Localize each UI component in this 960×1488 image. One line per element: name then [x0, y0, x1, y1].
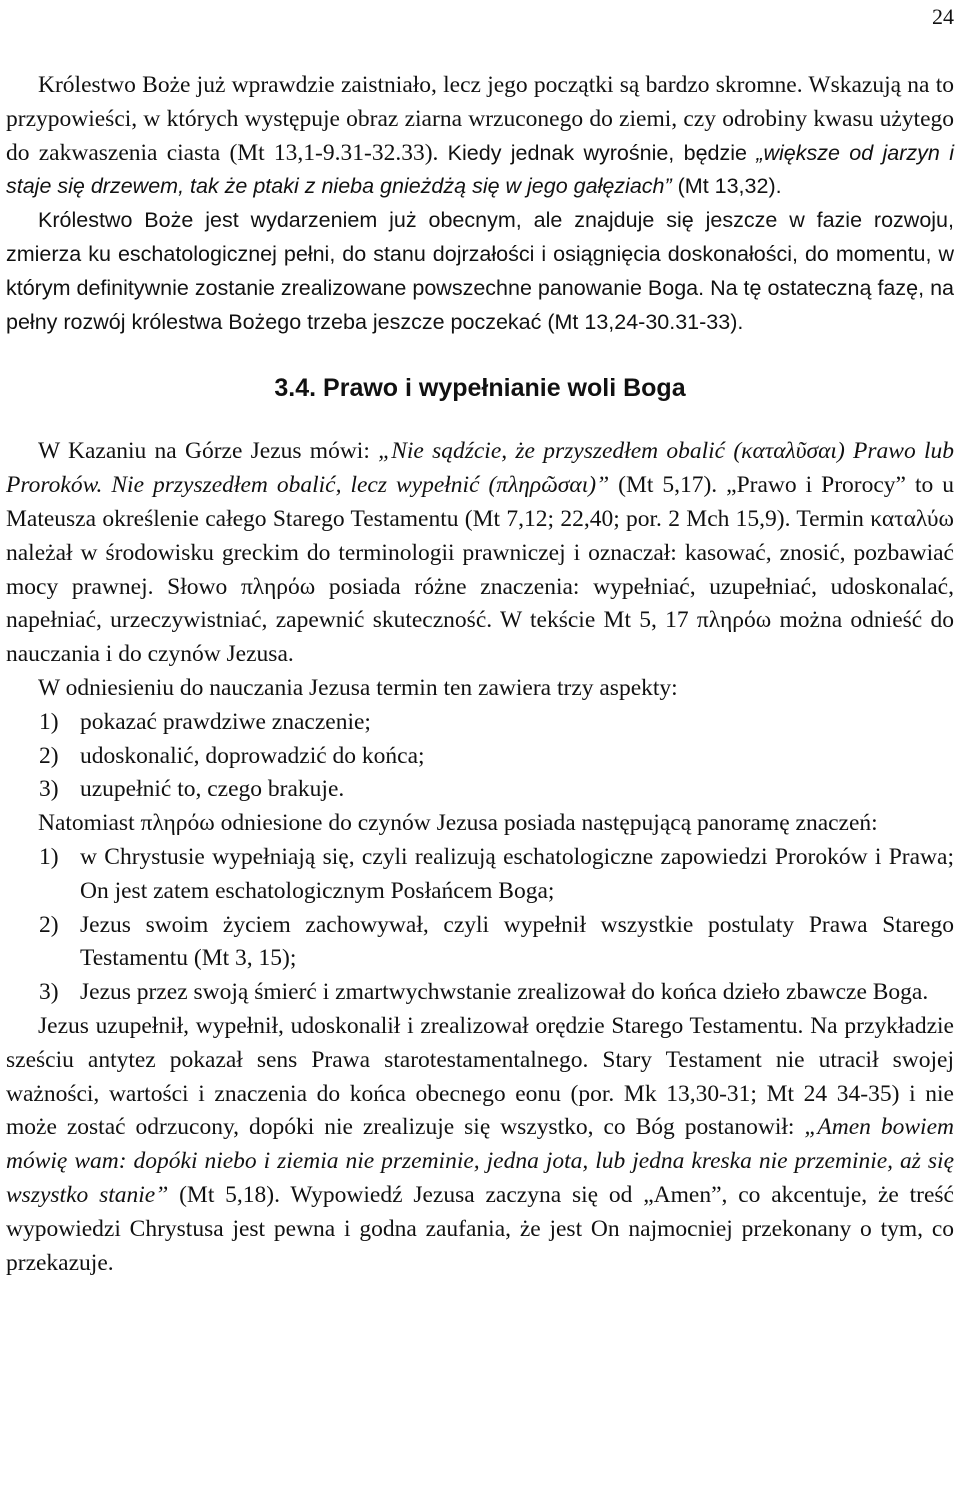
list-item: 3) Jezus przez swoją śmierć i zmartwychwstanie zrealizował do końca dzieło zbawcze Boga. — [39, 979, 929, 1006]
list-item: 3) uzupełnić to, czego brakuje. — [39, 776, 345, 803]
paragraph-kingdom-beginnings: Królestwo Boże już wprawdzie zaistniało, lecz jego początki są bardzo skromne. Wskazują na to przypowieści, w których występuje obraz ziarna wrzuconego do ziemi, czy odrobiny kwasu użytego do zakwaszenia ciasta (Mt 13,1-9.31-32.33). Kiedy jednak wyrośnie, będzie „większe od jarzyn i staje się drzewem, tak że ptaki z nieba gnieżdżą się w jego gałęziach” (Mt 13,32). — [6, 72, 954, 199]
teaching-aspects-list — [6, 706, 954, 807]
list-item: 2) udoskonalić, doprowadzić do końca; — [39, 742, 425, 769]
list-item: 1) w Chrystusie wypełniają się, czyli realizują eschatologiczne zapowiedzi Proroków i Prawa; On jest zatem eschatologicznym Posłańcem Boga; — [39, 843, 954, 904]
paragraph-sans-span: Kiedy jednak wyrośnie, będzie „większe od jarzyn i staje się drzewem, tak że ptaki z nieba gnieżdżą się w jego gałęziach” (Mt 13,32). — [6, 140, 954, 199]
paragraph-old-testament: Jezus uzupełnił, wypełnił, udoskonalił i zrealizował orędzie Starego Testamentu. Na przykładzie sześciu antytez pokazał sens Prawa starotestamentalnego. Stary Testament nie utracił swojej ważności, wartości i znaczenia do końca obecnego eonu (por. Mk 13,30-31; Mt 24 34-35) i nie może zostać odrzucony, dopóki nie zrealizuje się wszystko, co Bóg postanowił: „Amen bowiem mówię wam: dopóki niebo i ziemia nie przeminie, jedna jota, lub jedna kreska nie przeminie, aż się wszystko stanie” (Mt 5,18). Wypowiedź Jezusa zaczyna się od „Amen”, co akcentuje, że treść wypowiedzi Chrystusa jest pewna i godna zaufania, że jest On najmocniej przekonany o tym, co przekazuje. — [6, 1012, 954, 1276]
paragraph-kingdom-present: Królestwo Boże jest wydarzeniem już obecnym, ale znajduje się jeszcze w fazie rozwoju, zmierza ku eschatologicznej pełni, do stanu dojrzałości i osiągnięcia doskonałości, do momentu, w którym definitywnie zostanie zrealizowane powszechne panowanie Boga. Na tę ostateczną fazę, na pełny rozwój królestwa Bożego trzeba jeszcze poczekać (Mt 13,24-30.31-33). — [6, 208, 954, 334]
list-item: 1) pokazać prawdziwe znaczenie; — [39, 708, 371, 735]
quote-mt-13-32: „większe od jarzyn i staje się drzewem, tak że ptaki z nieba gnieżdżą się w jego gałęziach” — [6, 140, 954, 199]
list-item: 2) Jezus swoim życiem zachowywał, czyli wypełnił wszystkie postulaty Prawa Starego Testamentu (Mt 3, 15); — [39, 911, 954, 972]
paragraph-teaching-aspects: W odniesieniu do nauczania Jezusa termin ten zawiera trzy aspekty: — [38, 674, 678, 701]
quote-mt-5-18: „Amen bowiem mówię wam: dopóki niebo i ziemia nie przeminie, jedna jota, lub jedna kreska nie przeminie, aż się wszystko stanie” — [6, 1114, 954, 1208]
paragraph-sermon-on-mount: W Kazaniu na Górze Jezus mówi: „Nie sądźcie, że przyszedłem obalić (καταλῦσαι) Prawo lub Proroków. Nie przyszedłem obalić, lecz wypełnić (πληρῶσαι)” (Mt 5,17). „Prawo i Prorocy” to u Mateusza określenie całego Starego Testamentu (Mt 7,12; 22,40; por. 2 Mch 15,9). Termin καταλύω należał w środowisku greckim do terminologii prawniczej i oznaczał: kasować, znosić, pozbawiać mocy prawnej. Słowo πληρόω posiada różne znaczenia: wypełniać, uzupełniać, udoskonalać, napełniać, urzeczywistniać, zapewnić skuteczność. W tekście Mt 5, 17 πληρόω można odnieść do nauczania i do czynów Jezusa. — [6, 438, 954, 668]
section-heading: 3.4. Prawo i wypełnianie woli Boga — [274, 374, 686, 403]
paragraph-deeds-panorama: Natomiast πληρόω odniesione do czynów Jezusa posiada następującą panoramę znaczeń: — [38, 810, 878, 837]
quote-mt-5-17: „Nie sądźcie, że przyszedłem obalić (καταλῦσαι) Prawo lub Proroków. Nie przyszedłem obalić, lecz wypełnić (πληρῶσαι)” — [6, 438, 954, 499]
page-content — [6, 69, 954, 1280]
page-number: 24 — [932, 4, 954, 29]
deeds-meanings-list — [6, 841, 954, 1010]
